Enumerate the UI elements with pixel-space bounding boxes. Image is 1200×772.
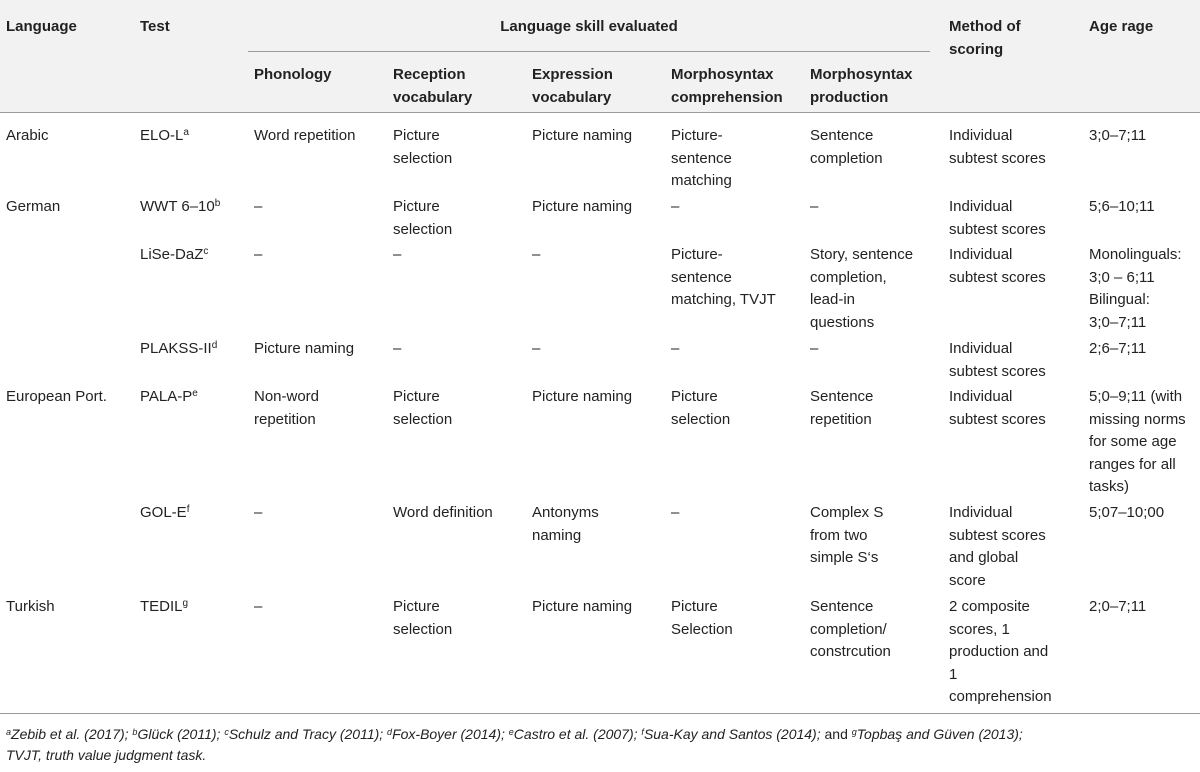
cell-phonology: Word repetition	[254, 127, 356, 144]
cell-phonology: Non-word repetition	[254, 388, 320, 428]
cell-language: German	[6, 198, 61, 215]
cell-age-range: 5;07–10;00	[1089, 504, 1165, 521]
cell-expression-vocabulary: Picture naming	[532, 388, 633, 405]
cell-expression-vocabulary: –	[532, 340, 541, 357]
cell-morphosyntax-comprehension: –	[671, 198, 680, 215]
cell-phonology: –	[254, 198, 263, 215]
cell-test: PALA-$P^e$	[140, 388, 198, 405]
cell-reception-vocabulary: Word definition	[393, 504, 493, 521]
cell-age-range: 2;6–7;11	[1089, 340, 1147, 357]
cell-age-range: 3;0–7;11	[1089, 127, 1147, 144]
cell-method-of-scoring: Individual subtest scores	[949, 340, 1046, 380]
cell-morphosyntax-production: Story, sentence completion, lead-in questions	[810, 246, 914, 331]
cell-morphosyntax-comprehension: Picture Selection	[671, 598, 733, 638]
cell-method-of-scoring: 2 composite scores, 1 production and 1 comprehension	[949, 598, 1052, 705]
cell-test: WWT 6–10$^b$	[140, 198, 221, 215]
header-expression-vocabulary: Expression vocabulary	[532, 66, 613, 106]
cell-language: European Port.	[6, 388, 107, 405]
cell-method-of-scoring: Individual subtest scores	[949, 198, 1046, 238]
cell-morphosyntax-comprehension: Picture- sentence matching, TVJT	[671, 246, 776, 308]
cell-test: LiSe-DaZ$^c$	[140, 246, 209, 263]
cell-expression-vocabulary: Antonyms naming	[532, 504, 599, 544]
header-phonology: Phonology	[254, 66, 332, 83]
cell-morphosyntax-comprehension: Picture selection	[671, 388, 731, 428]
footnote-abbreviation: TVJT, truth value judgment task.	[6, 746, 207, 763]
cell-expression-vocabulary: Picture naming	[532, 198, 633, 215]
header-morphosyntax-comprehension: Morphosyntax comprehension	[671, 66, 783, 106]
cell-test: ELO-$L^a$	[140, 127, 189, 144]
cell-expression-vocabulary: Picture naming	[532, 598, 633, 615]
cell-phonology: –	[254, 246, 263, 263]
cell-test: TEDIL$^g$	[140, 598, 189, 615]
header-morphosyntax-production: Morphosyntax production	[810, 66, 913, 106]
header-skill-group: Language skill evaluated	[500, 18, 678, 35]
cell-morphosyntax-production: –	[810, 198, 819, 215]
cell-expression-vocabulary: Picture naming	[532, 127, 633, 144]
cell-morphosyntax-production: Sentence repetition	[810, 388, 874, 428]
cell-reception-vocabulary: Picture selection	[393, 127, 453, 167]
cell-method-of-scoring: Individual subtest scores	[949, 246, 1046, 286]
cell-test: GOL-$E^f$	[140, 504, 190, 521]
header-method-of-scoring: Method of scoring	[949, 18, 1021, 58]
cell-method-of-scoring: Individual subtest scores	[949, 127, 1046, 167]
cell-phonology: Picture naming	[254, 340, 355, 357]
cell-morphosyntax-comprehension: –	[671, 504, 680, 521]
cell-morphosyntax-production: Sentence completion	[810, 127, 883, 167]
cell-morphosyntax-production: Complex S from two simple S‘s	[810, 504, 884, 566]
header-age-range: Age rage	[1089, 18, 1154, 35]
header-reception-vocabulary: Reception vocabulary	[393, 66, 473, 106]
cell-phonology: –	[254, 598, 263, 615]
cell-age-range: 5;6–10;11	[1089, 198, 1155, 215]
cell-reception-vocabulary: –	[393, 340, 402, 357]
cell-age-range: 2;0–7;11	[1089, 598, 1147, 615]
header-group-rule	[248, 51, 930, 52]
cell-morphosyntax-comprehension: Picture- sentence matching	[671, 127, 732, 189]
cell-method-of-scoring: Individual subtest scores	[949, 388, 1046, 428]
header-bottom-rule	[0, 112, 1200, 113]
cell-language: Arabic	[6, 127, 49, 144]
cell-reception-vocabulary: Picture selection	[393, 598, 453, 638]
table-footnote	[6, 724, 1023, 765]
cell-phonology: –	[254, 504, 263, 521]
cell-age-range: 5;0–9;11 (with missing norms for some age ranges for all tasks)	[1089, 388, 1186, 495]
cell-reception-vocabulary: Picture selection	[393, 388, 453, 428]
footnote-references: $^a$Zebib et al. (2017); $^b$Glück (2011); $^c$Schulz and Tracy (2011); $^d$Fox-Boyer (2014); $^e$Castro et al. (2007); $^f$Sua-Kay and Santos (2014); and $^g$Topbaş and Güven (2013);	[6, 726, 1023, 742]
header-language: Language	[6, 18, 77, 35]
table-bottom-rule	[0, 713, 1200, 714]
cell-morphosyntax-comprehension: –	[671, 340, 680, 357]
cell-test: PLAKSS-$II^d$	[140, 340, 218, 357]
cell-language: Turkish	[6, 598, 55, 615]
cell-reception-vocabulary: –	[393, 246, 402, 263]
cell-expression-vocabulary: –	[532, 246, 541, 263]
cell-age-range: Monolinguals: 3;0 – 6;11 Bilingual: 3;0–7;11	[1089, 246, 1182, 331]
header-test: Test	[140, 18, 170, 35]
cell-reception-vocabulary: Picture selection	[393, 198, 453, 238]
cell-method-of-scoring: Individual subtest scores and global score	[949, 504, 1046, 589]
cell-morphosyntax-production: –	[810, 340, 819, 357]
cell-morphosyntax-production: Sentence completion/ constrcution	[810, 598, 891, 660]
